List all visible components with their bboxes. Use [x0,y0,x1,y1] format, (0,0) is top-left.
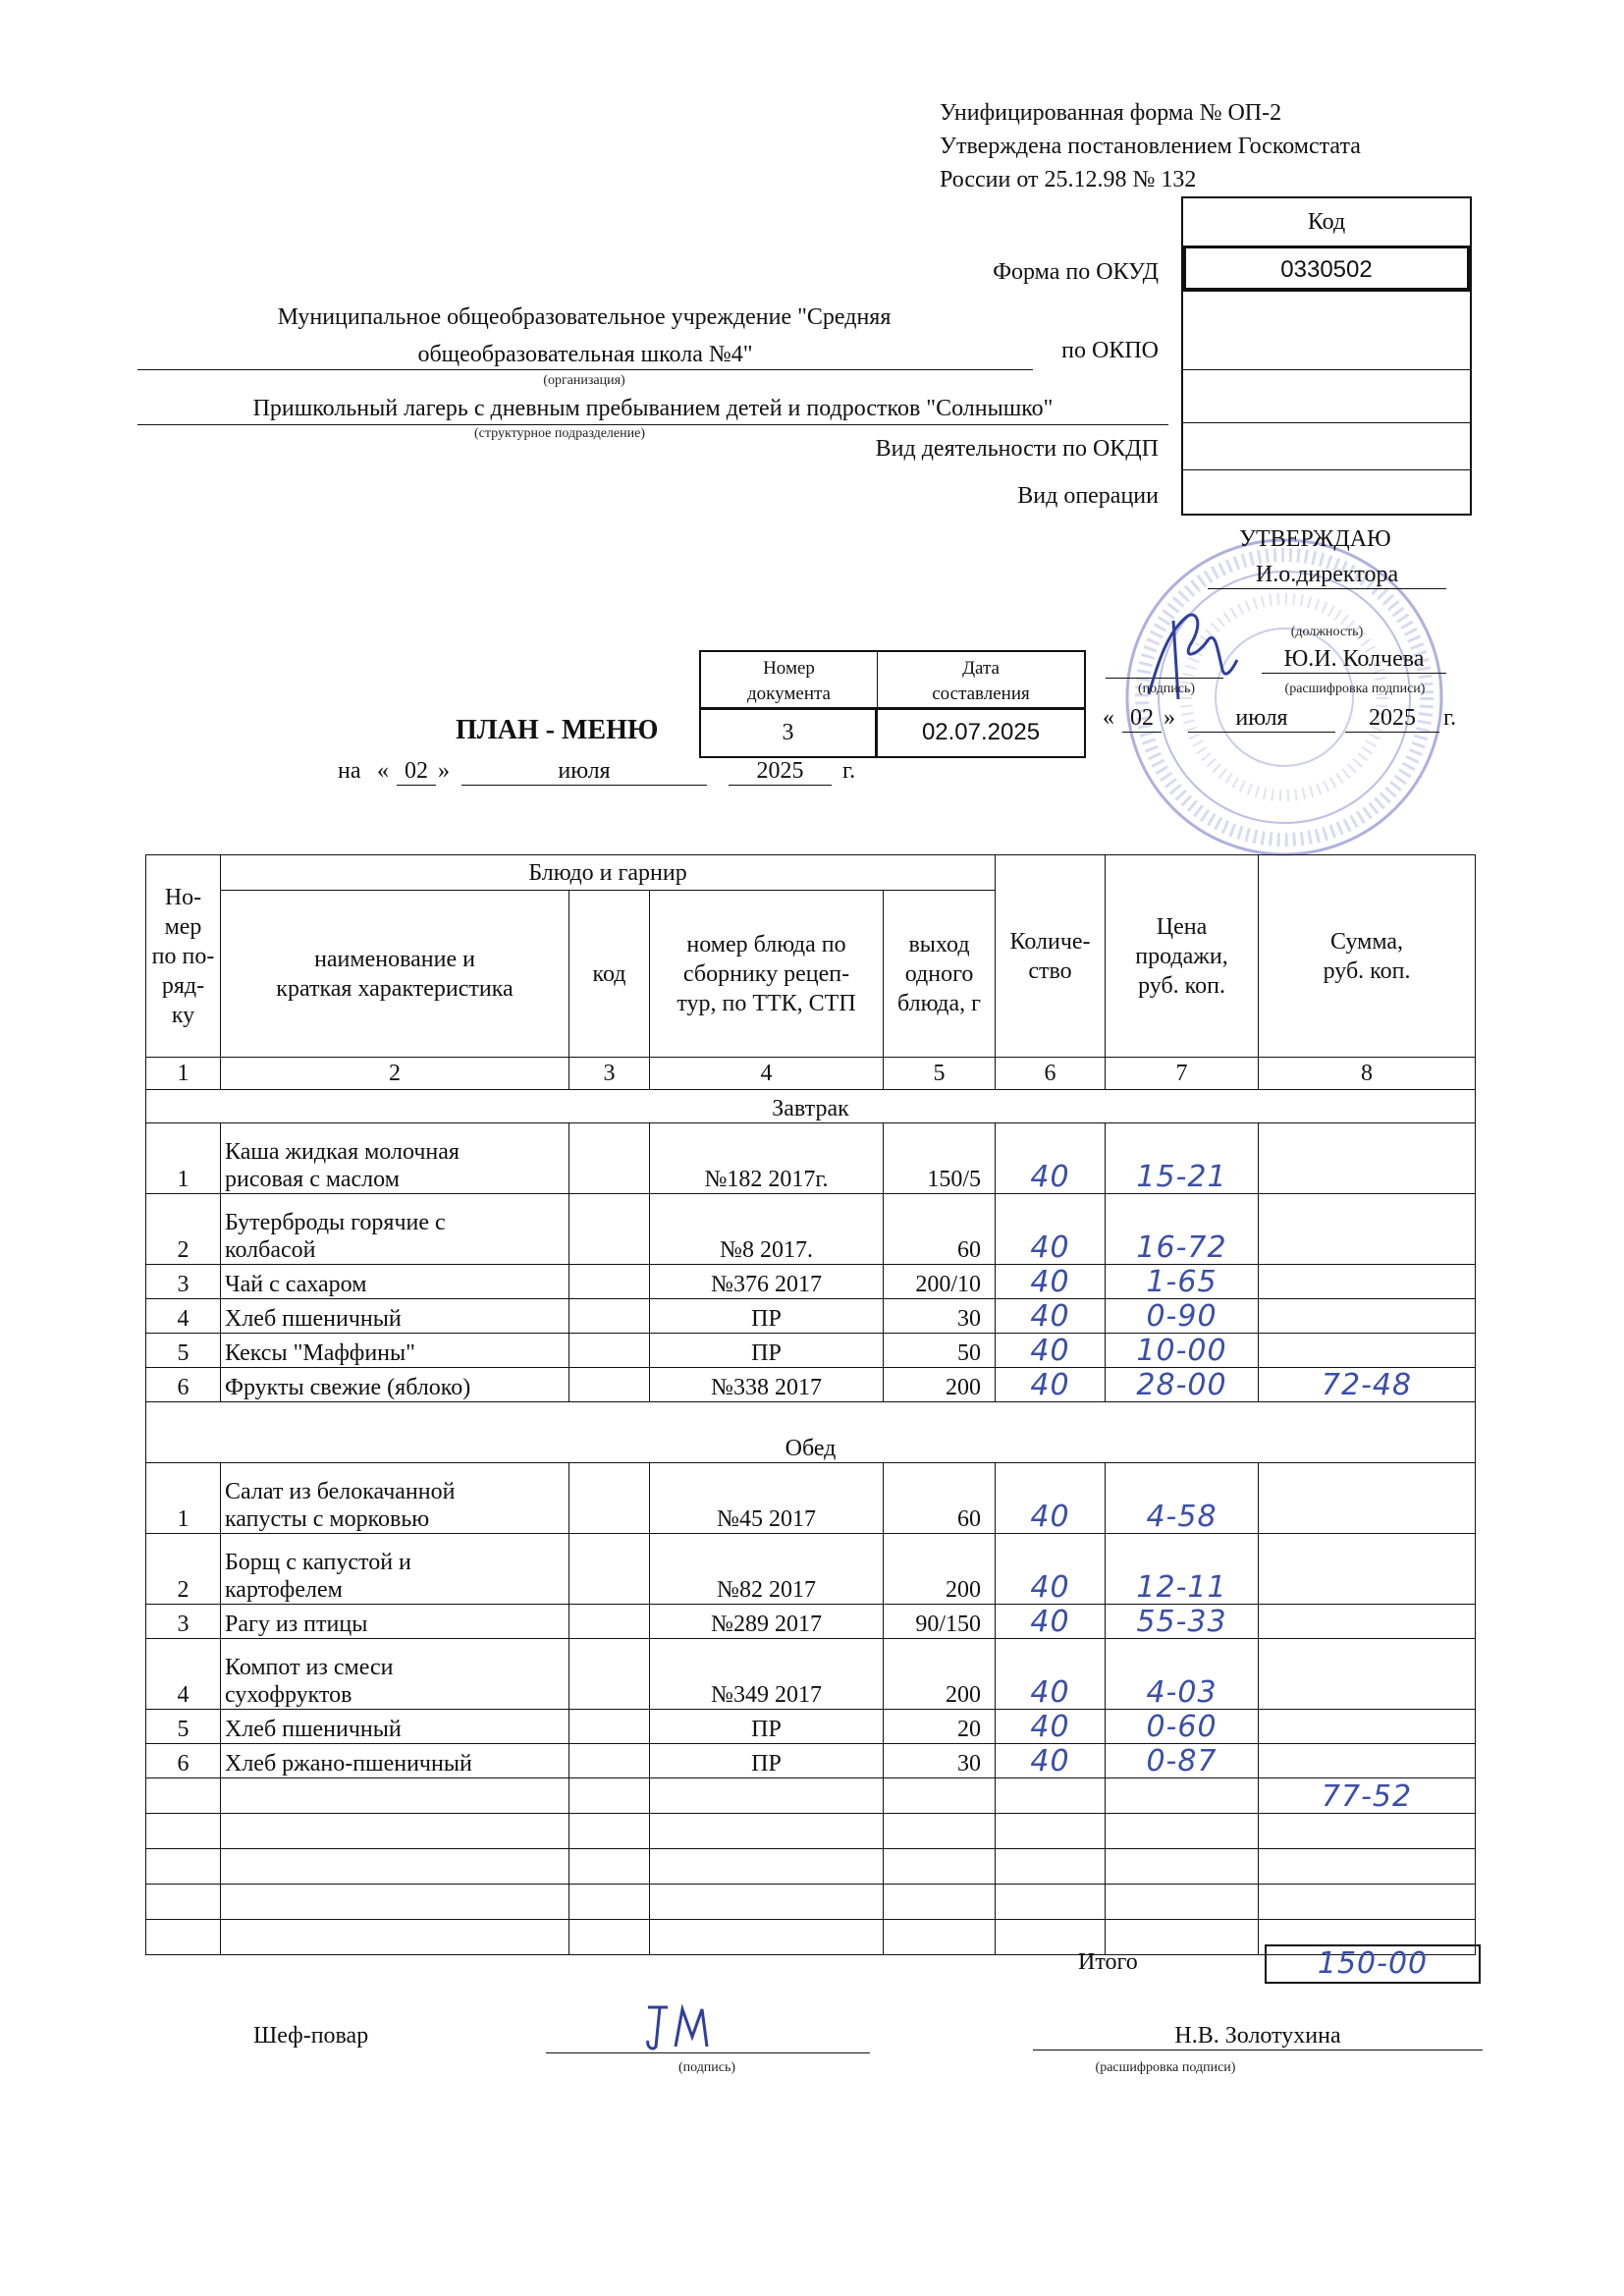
dish-name [221,1710,569,1744]
dish-yield: 200 [884,1534,996,1605]
header-code: код [569,891,650,1058]
plan-date-month: июля [461,758,707,786]
table-row [146,1463,1476,1534]
table-row [146,1299,1476,1334]
dish-yield: 90/150 [884,1605,996,1639]
header-name [221,891,569,1058]
empty-cell [1259,1885,1476,1920]
document-number-header-line1: Номер [763,658,815,679]
dish-code [569,1368,650,1402]
division-name: Пришкольный лагерь с дневным пребыванием детей и подростков "Солнышко" [137,393,1168,425]
table-row [146,1778,1476,1814]
plan-date-close: » [438,758,450,784]
empty-cell [1259,1849,1476,1885]
quantity-handwritten: 40 [1030,1500,1070,1534]
recipe-number: №349 2017 [650,1639,884,1710]
quantity [996,1463,1106,1534]
dish-name [221,1368,569,1402]
recipe-number: №8 2017. [650,1194,884,1265]
approval-name-caption: (расшифровка подписи) [1284,682,1426,696]
recipe-number: ПР [650,1334,884,1368]
empty-cell [884,1778,996,1814]
dish-name-line: Чай с сахаром [225,1272,367,1297]
header-price [1106,855,1259,1058]
document-date-header [878,652,1084,709]
approval-date-month: июля [1188,705,1335,733]
dish-yield: 30 [884,1299,996,1334]
empty-cell [996,1778,1106,1814]
header-line: ство [1028,957,1072,984]
row-number: 2 [146,1534,221,1605]
form-date-line: России от 25.12.98 № 132 [940,167,1197,192]
document-number-box [699,650,1086,758]
table-row [146,1814,1476,1849]
empty-cell [569,1814,650,1849]
recipe-number: ПР [650,1299,884,1334]
empty-cell [569,1778,650,1814]
quantity-handwritten: 40 [1030,1710,1070,1744]
empty-cell [1106,1778,1259,1814]
total-value: 150-00 [1317,1946,1429,1981]
dish-yield: 200/10 [884,1265,996,1299]
empty-cell [221,1920,569,1955]
dish-code [569,1194,650,1265]
quantity-handwritten: 40 [1030,1299,1070,1334]
approval-date-open: « [1103,705,1114,731]
empty-cell [221,1849,569,1885]
approval-position: И.о.директора [1208,562,1446,589]
dish-code [569,1334,650,1368]
chef-name-caption: (расшифровка подписи) [1095,2060,1236,2075]
header-line: по по- [151,943,215,969]
column-number: 5 [884,1058,996,1090]
quantity [996,1534,1106,1605]
empty-cell [146,1778,221,1814]
table-row [146,1744,1476,1778]
header-line: руб. коп. [1138,972,1225,999]
document-number: 3 [701,709,878,756]
okdp-value [1183,422,1470,469]
sum [1259,1123,1476,1194]
row-number: 5 [146,1334,221,1368]
header-line: сборнику рецеп- [682,960,850,987]
okpo-value [1183,291,1470,369]
dish-name [221,1265,569,1299]
approval-date-day: 02 [1122,705,1162,733]
price-handwritten: 0-60 [1146,1710,1218,1744]
column-number: 7 [1106,1058,1259,1090]
price [1106,1744,1259,1778]
dish-name-line: Кексы "Маффины" [225,1340,415,1366]
recipe-number: №45 2017 [650,1463,884,1534]
organization-line1: Муниципальное общеобразовательное учреждение "Средняя [277,304,892,330]
header-yield [884,891,996,1058]
dish-name-line: Хлеб ржано-пшеничный [225,1751,472,1777]
section-title: Обед [146,1402,1476,1463]
price-handwritten: 1-65 [1146,1265,1218,1299]
price-handwritten: 28-00 [1136,1368,1227,1402]
approval-date-year: 2025 [1345,705,1439,733]
empty-cell [146,1849,221,1885]
dish-name-line: Каша жидкая молочная [225,1139,460,1165]
dish-name-line: Компот из смеси [225,1655,394,1680]
recipe-number: №376 2017 [650,1265,884,1299]
price [1106,1368,1259,1402]
dish-name-line: Рагу из птицы [225,1612,368,1637]
price-handwritten: 4-58 [1146,1500,1218,1534]
empty-cell [884,1814,996,1849]
division-caption: (структурное подразделение) [473,426,645,441]
empty-cell [221,1778,569,1814]
table-row [146,1710,1476,1744]
empty-cell [146,1885,221,1920]
quantity-handwritten: 40 [1030,1265,1070,1299]
empty-cell [1106,1849,1259,1885]
dish-name [221,1463,569,1534]
price-handwritten: 15-21 [1136,1160,1227,1194]
dish-yield: 50 [884,1334,996,1368]
sum [1259,1334,1476,1368]
sum [1259,1710,1476,1744]
header-sum [1259,855,1476,1058]
empty-code-cell [1183,369,1470,422]
dish-yield: 200 [884,1368,996,1402]
document-date: 02.07.2025 [921,719,1041,745]
dish-name-line: капусты с морковью [225,1506,430,1532]
empty-cell [1106,1814,1259,1849]
page-title: ПЛАН - МЕНЮ [456,715,659,745]
approval-title: УТВЕРЖДАЮ [1239,526,1391,552]
quantity [996,1265,1106,1299]
dish-code [569,1639,650,1710]
row-number: 1 [146,1123,221,1194]
empty-cell [221,1885,569,1920]
table-row [146,1849,1476,1885]
row-number: 1 [146,1463,221,1534]
sum [1259,1299,1476,1334]
quantity-handwritten: 40 [1030,1160,1070,1194]
empty-cell [996,1849,1106,1885]
dish-name-line: Хлеб пшеничный [225,1717,402,1742]
dish-name [221,1194,569,1265]
form-code-line: Унифицированная форма № ОП-2 [940,100,1282,126]
price [1106,1334,1259,1368]
dish-name [221,1299,569,1334]
okdp-label: Вид деятельности по ОКДП [875,436,1159,462]
sum [1259,1744,1476,1778]
document-number-header-line2: документа [747,683,831,704]
empty-cell [650,1814,884,1849]
row-number: 2 [146,1194,221,1265]
header-line: мер [164,913,202,940]
sum-handwritten: 72-48 [1321,1368,1413,1402]
plan-date-suffix: г. [842,758,856,784]
empty-cell [996,1885,1106,1920]
sum [1259,1534,1476,1605]
sum [1259,1463,1476,1534]
price [1106,1463,1259,1534]
recipe-number: №82 2017 [650,1534,884,1605]
dish-name [221,1123,569,1194]
dish-name-line: колбасой [225,1237,316,1263]
price-handwritten: 16-72 [1136,1230,1227,1265]
plan-date-day: 02 [397,758,436,786]
empty-cell [650,1849,884,1885]
dish-code [569,1710,650,1744]
recipe-number: №338 2017 [650,1368,884,1402]
row-number: 6 [146,1368,221,1402]
column-number: 4 [650,1058,884,1090]
document-date-header-line2: составления [932,683,1030,704]
header-line: краткая характеристика [276,975,514,1002]
price [1106,1265,1259,1299]
quantity-handwritten: 40 [1030,1334,1070,1368]
dish-yield: 30 [884,1744,996,1778]
table-row [146,1534,1476,1605]
okud-label: Форма по ОКУД [993,259,1159,285]
column-number: 8 [1259,1058,1476,1090]
organization-caption: (организация) [543,373,625,388]
table-row [146,1123,1476,1194]
header-number [146,855,221,1058]
dish-code [569,1744,650,1778]
price-handwritten: 10-00 [1136,1334,1227,1368]
table-row [146,1605,1476,1639]
quantity-handwritten: 40 [1030,1744,1070,1778]
operation-value [1183,469,1470,515]
plan-date-prefix: на [338,758,361,784]
dish-yield: 200 [884,1639,996,1710]
header-dish-group: Блюдо и гарнир [221,855,996,891]
quantity [996,1710,1106,1744]
price [1106,1299,1259,1334]
form-approval-line: Утверждена постановлением Госкомстата [940,134,1361,159]
table-row [146,1334,1476,1368]
header-line: номер блюда по [686,931,846,957]
code-box [1181,196,1472,516]
row-number: 6 [146,1744,221,1778]
header-line: одного [904,960,974,987]
recipe-number: №289 2017 [650,1605,884,1639]
total-box [1265,1944,1481,1984]
row-number: 5 [146,1710,221,1744]
chef-signature-drawing [638,1997,736,2056]
column-number: 2 [221,1058,569,1090]
total-label: Итого [1078,1949,1138,1975]
empty-cell [996,1814,1106,1849]
empty-cell [1259,1814,1476,1849]
approval-date-suffix: г. [1443,705,1457,731]
lunch-subtotal-handwritten: 77-52 [1321,1779,1413,1814]
okpo-label: по ОКПО [1061,338,1159,363]
dish-code [569,1265,650,1299]
lunch-subtotal [1259,1778,1476,1814]
dish-code [569,1605,650,1639]
table-row [146,1265,1476,1299]
empty-cell [569,1849,650,1885]
approval-position-caption: (должность) [1290,625,1364,639]
quantity [996,1194,1106,1265]
dish-code [569,1463,650,1534]
header-line: Но- [164,884,202,910]
empty-cell [650,1778,884,1814]
dish-name-line: Салат из белокачанной [225,1479,456,1504]
quantity-handwritten: 40 [1030,1230,1070,1265]
price-handwritten: 55-33 [1136,1605,1227,1639]
price-handwritten: 4-03 [1146,1675,1218,1710]
header-line: руб. коп. [1323,957,1411,984]
header-line: блюда, г [897,990,982,1016]
quantity [996,1639,1106,1710]
dish-name-line: рисовая с маслом [225,1167,400,1192]
dish-name [221,1534,569,1605]
dish-code [569,1299,650,1334]
document-number-header [701,652,878,709]
price-handwritten: 12-11 [1136,1570,1227,1605]
empty-cell [884,1849,996,1885]
dish-yield: 20 [884,1710,996,1744]
table-row [146,1885,1476,1920]
table-row [146,1639,1476,1710]
menu-table [145,854,1476,1955]
row-number: 4 [146,1639,221,1710]
price [1106,1639,1259,1710]
dish-name [221,1605,569,1639]
column-number: 1 [146,1058,221,1090]
header-quantity [996,855,1106,1058]
empty-cell [650,1885,884,1920]
dish-name [221,1639,569,1710]
empty-cell [146,1814,221,1849]
header-line: продажи, [1135,943,1228,969]
quantity-handwritten: 40 [1030,1605,1070,1639]
header-line: тур, по ТТК, СТП [677,990,856,1016]
chef-label: Шеф-повар [253,2023,369,2049]
header-line: ряд- [161,972,205,999]
recipe-number: №182 2017г. [650,1123,884,1194]
empty-cell [569,1885,650,1920]
approval-date-close: » [1164,705,1175,731]
approval-signature-caption: (подпись) [1137,682,1196,696]
price [1106,1710,1259,1744]
sum [1259,1194,1476,1265]
empty-cell [650,1920,884,1955]
dish-name [221,1334,569,1368]
okud-value: 0330502 [1183,246,1470,291]
plan-date-year: 2025 [729,758,832,786]
dish-name-line: картофелем [225,1577,343,1603]
row-number: 3 [146,1265,221,1299]
price-handwritten: 0-87 [1146,1744,1218,1778]
empty-cell [1106,1885,1259,1920]
empty-cell [884,1885,996,1920]
dish-name-line: Бутерброды горячие с [225,1210,446,1235]
dish-yield: 150/5 [884,1123,996,1194]
header-line: Цена [1156,913,1208,940]
table-row [146,1368,1476,1402]
quantity-handwritten: 40 [1030,1368,1070,1402]
code-box-title: Код [1307,209,1346,235]
dish-yield: 60 [884,1194,996,1265]
document-date-header-line1: Дата [962,658,1000,679]
quantity [996,1299,1106,1334]
dish-name-line: Фрукты свежие (яблоко) [225,1375,471,1400]
section-title: Завтрак [146,1090,1476,1123]
quantity [996,1334,1106,1368]
row-number: 4 [146,1299,221,1334]
price [1106,1534,1259,1605]
sum [1259,1368,1476,1402]
dish-code [569,1123,650,1194]
column-number: 3 [569,1058,650,1090]
price [1106,1194,1259,1265]
price [1106,1605,1259,1639]
empty-cell [146,1920,221,1955]
empty-cell [569,1920,650,1955]
column-number: 6 [996,1058,1106,1090]
quantity-handwritten: 40 [1030,1570,1070,1605]
header-line: наименование и [314,946,475,972]
dish-name-line: сухофруктов [225,1682,352,1708]
row-number: 3 [146,1605,221,1639]
sum [1259,1265,1476,1299]
empty-cell [221,1814,569,1849]
operation-label: Вид операции [1017,483,1159,509]
dish-name-line: Хлеб пшеничный [225,1306,402,1332]
quantity [996,1123,1106,1194]
sum [1259,1605,1476,1639]
price-handwritten: 0-90 [1146,1299,1218,1334]
plan-date-open: « [377,758,389,784]
quantity [996,1744,1106,1778]
organization-line2: общеобразовательная школа №4" [137,340,1033,370]
empty-cell [884,1920,996,1955]
chef-name: Н.В. Золотухина [1033,2023,1483,2050]
header-recipe [650,891,884,1058]
dish-code [569,1534,650,1605]
chef-signature-caption: (подпись) [677,2060,736,2075]
dish-name-line: Борщ с капустой и [225,1550,411,1575]
recipe-number: ПР [650,1710,884,1744]
header-line: Сумма, [1330,928,1403,955]
header-line: Количе- [1009,928,1091,955]
approval-name: Ю.И. Колчева [1262,646,1446,674]
sum [1259,1639,1476,1710]
recipe-number: ПР [650,1744,884,1778]
quantity [996,1368,1106,1402]
header-line: ку [171,1002,195,1028]
header-line: выход [908,931,970,957]
quantity [996,1605,1106,1639]
price [1106,1123,1259,1194]
dish-yield: 60 [884,1463,996,1534]
quantity-handwritten: 40 [1030,1675,1070,1710]
dish-name [221,1744,569,1778]
table-row [146,1194,1476,1265]
